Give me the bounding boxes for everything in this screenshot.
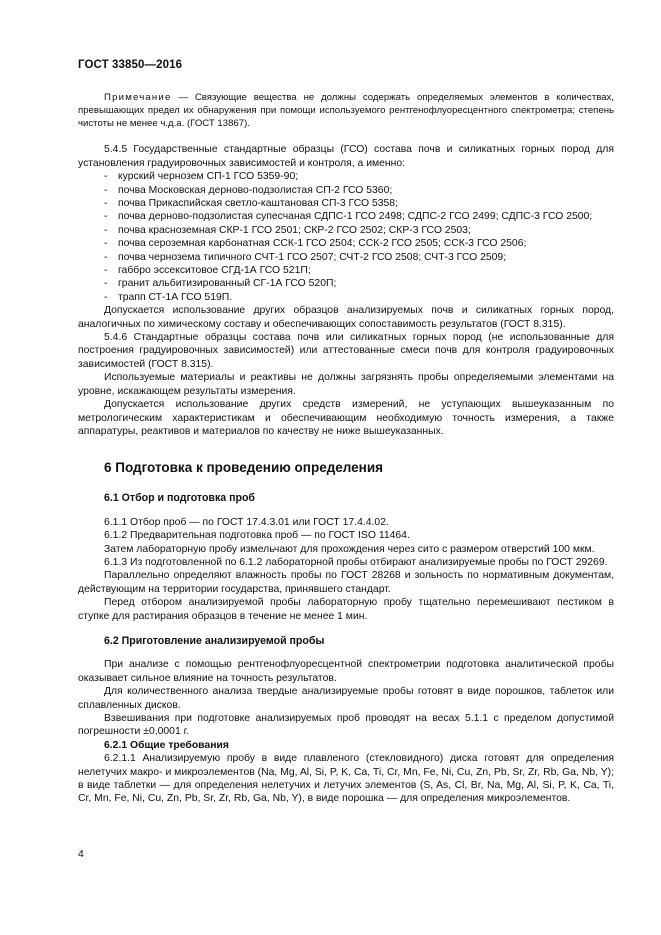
sieve-paragraph: Затем лабораторную пробу измельчают для прохождения через сито с размером отверстий 100 мкм. (104, 543, 595, 555)
clause-5-4-5: 5.4.5 Государственные стандартные образцы (ГСО) состава почв и силикатных горных пород для установления градуировочных зависимостей и контроля, а именно: (78, 144, 614, 169)
note-text: — Связующие вещества не должны содержать определяемых элементов в количествах, превышающих предел их обнаружения при помощи используемого рентгенофлуоресцентного спектрометра; степень чистоты не менее ч.д.а. (ГОСТ 13867). (78, 92, 614, 129)
clause-6-1-3: 6.1.3 Из подготовленной по 6.1.2 лабораторной пробы отбирают анализируемые пробы по ГОСТ 29269. (104, 556, 608, 568)
list-item: - почва чернозема типичного СЧТ-1 ГСО 2507; СЧТ-2 ГСО 2508; СЧТ-3 ГСО 2509; (104, 251, 614, 264)
list-item: - почва Московская дерново-подзолистая СП-2 ГСО 5360; (104, 184, 614, 197)
list-item: - курский чернозем СП-1 ГСО 5359-90; (104, 170, 614, 183)
section-6-1-title: 6.1 Отбор и подготовка проб (104, 492, 255, 505)
section-6-2-title: 6.2 Приготовление анализируемой пробы (104, 634, 325, 647)
mixing-paragraph: Перед отбором анализируемой пробы лабораторную пробу тщательно перемешивают пестиком в ступке для растирания образцов в течение не менее 1 мин. (78, 597, 614, 622)
other-means-paragraph: Допускается использование других средств измерений, не уступающих вышеуказанным по метрологическим характеристикам и обеспечивающим необходимую точность измерения, а также аппаратуры, реактивов и материалов по качеству не ниже вышеуказанных. (78, 399, 614, 437)
clause-6-2-1-1: 6.2.1.1 Анализируемую пробу в виде плавленого (стекловидного) диска готовят для определения нелетучих макро- и микроэлементов (Na, Mg, Al, Si, P, K, Ca, Ti, Cr, Mn, Fe, Ni, Cu, Zn, Pb, Sr, Zr, Rb, Ga, Nb, Y); в виде таблетки — для определения нелетучих и летучих элементов (S, As, Cl, Br, Na, Mg, Al, Si, P, K, Ca, Ti, Cr, Mn, Fe, Ni, Cu, Zn, Pb, Sr, Zr, Rb, Ga, Nb, Y), в виде порошка — для определения микроэлементов. (78, 753, 614, 805)
gso-list (78, 170, 614, 304)
section-6-title: 6 Подготовка к проведению определения (104, 460, 384, 476)
list-item: - трапп СТ-1А ГСО 519П. (104, 291, 614, 304)
clause-5-4-6: 5.4.6 Стандартные образцы состава почв или силикатных горных пород (не использованные для построения градуировочных зависимостей) или аттестованные смеси почв для контроля градуировочных зависимостей (ГОСТ 8.315). (78, 332, 614, 370)
page-number: 4 (78, 849, 84, 860)
note-label: Примечание (104, 92, 172, 103)
document-header: ГОСТ 33850—2016 (78, 59, 183, 71)
xrf-paragraph: При анализе с помощью рентгенофлуоресцентной спектрометрии подготовка аналитической пробы оказывает сильное влияние на точность результатов. (78, 659, 614, 684)
list-item: - почва сероземная карбонатная ССК-1 ГСО 2504; ССК-2 ГСО 2505; ССК-3 ГСО 2506; (104, 237, 614, 250)
clause-5-4-5-note: Допускается использование других образцов анализируемых почв и силикатных горных пород, аналогичных по химическому составу и обеспечивающих сопоставимость результатов (ГОСТ 8.315). (78, 305, 614, 330)
moisture-paragraph: Параллельно определяют влажность пробы по ГОСТ 28268 и зольность по нормативным документам, действующим на территории государства, принявшего стандарт. (78, 570, 614, 595)
note-paragraph (78, 92, 614, 130)
list-item: - габбро эссекситовое СГД-1А ГСО 521П; (104, 264, 614, 277)
section-6-2-1-title: 6.2.1 Общие требования (104, 739, 229, 751)
materials-paragraph: Используемые материалы и реактивы не должны загрязнять пробы определяемыми элементами на уровне, искажающем результаты измерения. (78, 372, 614, 397)
clause-6-1-2: 6.1.2 Предварительная подготовка проб — по ГОСТ ISO 11464. (104, 530, 410, 542)
page-content (78, 92, 614, 806)
list-item: - почва дерново-подзолистая супесчаная СДПС-1 ГСО 2498; СДПС-2 ГСО 2499; СДПС-3 ГСО 2500; (104, 210, 614, 223)
clause-6-1-1: 6.1.1 Отбор проб — по ГОСТ 17.4.3.01 или ГОСТ 17.4.4.02. (104, 516, 389, 528)
weighing-paragraph: Взвешивания при подготовке анализируемых проб проводят на весах 5.1.1 с пределом допустимой погрешности ±0,0001 г. (78, 713, 614, 738)
quantitative-paragraph: Для количественного анализа твердые анализируемые пробы готовят в виде порошков, таблеток или сплавленных дисков. (78, 686, 614, 711)
list-item: - почва Прикаспийская светло-каштановая СП-3 ГСО 5358; (104, 197, 614, 210)
list-item: - почва красноземная СКР-1 ГСО 2501; СКР-2 ГСО 2502; СКР-3 ГСО 2503; (104, 224, 614, 237)
list-item: - гранит альбитизированный СГ-1А ГСО 520П; (104, 277, 614, 290)
